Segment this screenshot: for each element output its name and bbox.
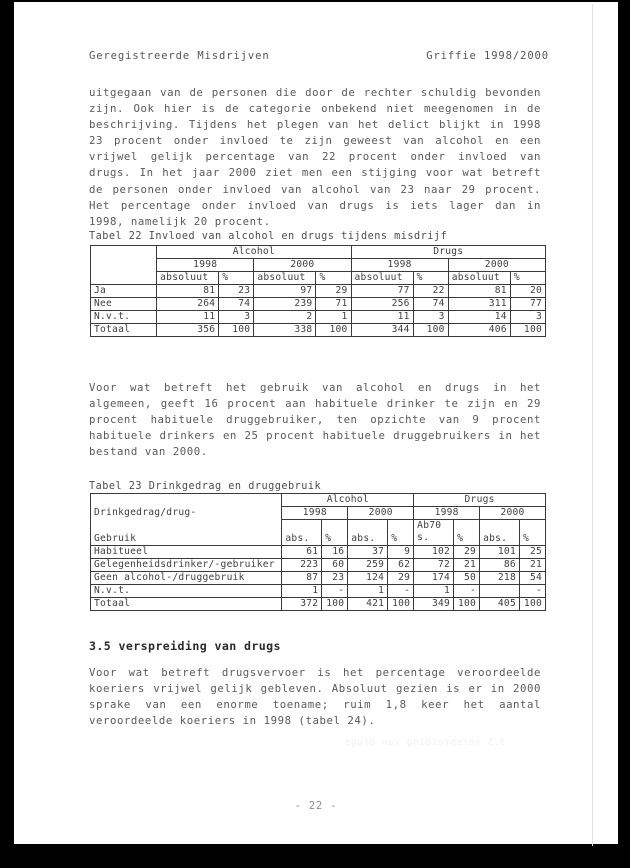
row-label: Ja xyxy=(91,285,157,298)
row-label: N.v.t. xyxy=(91,311,157,324)
measure-header-4-line2: s. xyxy=(417,532,430,543)
cell-value: 21 xyxy=(454,559,480,572)
year-header-drugs-1998: 1998 xyxy=(351,259,448,272)
cell-value: 311 xyxy=(448,298,510,311)
group-header-drugs: Drugs xyxy=(351,246,545,259)
cell-value: 29 xyxy=(388,572,414,585)
cell-value: 1 xyxy=(316,311,351,324)
cell-value: 124 xyxy=(348,572,388,585)
table-row-measure-header xyxy=(91,272,546,285)
body-paragraph-3: Voor wat betreft drugsvervoer is het percentage veroordeelde koeriers vrijwel gelijk gebleven. Absoluut gezien is er in 2000 sprake van een enorme toename; ruim 1,8 keer het aantal veroordeelde koeriers in 1998 (tabel 24). xyxy=(89,666,541,728)
row-label: Totaal xyxy=(91,598,282,611)
table-row xyxy=(91,598,546,611)
table-row xyxy=(91,298,546,311)
running-head-right: Griffie 1998/2000 xyxy=(426,50,549,62)
cell-value: 3 xyxy=(219,311,254,324)
cell-value: - xyxy=(388,585,414,598)
cell-value: 25 xyxy=(519,546,545,559)
cell-value: 100 xyxy=(316,324,351,337)
group-header-alcohol: Alcohol xyxy=(282,494,414,507)
table-22 xyxy=(90,245,546,337)
cell-value: 61 xyxy=(282,546,322,559)
cell-value: 239 xyxy=(254,298,316,311)
cell-value: 101 xyxy=(480,546,520,559)
table-row xyxy=(91,546,546,559)
group-header-drugs: Drugs xyxy=(414,494,546,507)
running-head-left: Geregistreerde Misdrijven xyxy=(89,50,270,62)
cell-value: 97 xyxy=(254,285,316,298)
cell-value: 356 xyxy=(157,324,219,337)
row-label: Totaal xyxy=(91,324,157,337)
cell-value: 37 xyxy=(348,546,388,559)
table-23-stub-corner xyxy=(91,494,282,546)
cell-value: - xyxy=(322,585,348,598)
cell-value: 2 xyxy=(254,311,316,324)
cell-value: 87 xyxy=(282,572,322,585)
row-label: N.v.t. xyxy=(91,585,282,598)
cell-value: 338 xyxy=(254,324,316,337)
table-row xyxy=(91,559,546,572)
measure-header-6: abs. xyxy=(480,520,520,546)
measure-header-1: % xyxy=(322,520,348,546)
cell-value: 81 xyxy=(448,285,510,298)
cell-value: 29 xyxy=(316,285,351,298)
cell-value: 3 xyxy=(413,311,448,324)
table-row-group-header xyxy=(91,494,546,507)
cell-value: 174 xyxy=(414,572,454,585)
row-label: Habitueel xyxy=(91,546,282,559)
cell-value: 344 xyxy=(351,324,413,337)
cell-value: 259 xyxy=(348,559,388,572)
year-header-alcohol-1998: 1998 xyxy=(282,507,348,520)
measure-header-3: % xyxy=(388,520,414,546)
cell-value: 1 xyxy=(348,585,388,598)
table-22-stub-corner xyxy=(91,246,157,285)
measure-header-4 xyxy=(414,520,454,546)
cell-value: 74 xyxy=(219,298,254,311)
year-header-alcohol-2000: 2000 xyxy=(348,507,414,520)
cell-value: 14 xyxy=(448,311,510,324)
table-22-caption: Tabel 22 Invloed van alcohol en drugs tijdens misdrijf xyxy=(89,231,448,242)
cell-value: 405 xyxy=(480,598,520,611)
table-23-caption: Tabel 23 Drinkgedrag en druggebruik xyxy=(89,481,322,492)
cell-value: 77 xyxy=(351,285,413,298)
cell-value: 100 xyxy=(322,598,348,611)
cell-value: 62 xyxy=(388,559,414,572)
cell-value: 23 xyxy=(219,285,254,298)
running-head xyxy=(89,50,549,62)
group-header-alcohol: Alcohol xyxy=(157,246,351,259)
year-header-drugs-2000: 2000 xyxy=(448,259,545,272)
page-sheet xyxy=(14,2,618,844)
measure-header-5: % xyxy=(413,272,448,285)
measure-header-3: % xyxy=(316,272,351,285)
cell-value: - xyxy=(519,585,545,598)
cell-value: 100 xyxy=(519,598,545,611)
measure-header-2: abs. xyxy=(348,520,388,546)
cell-value: 100 xyxy=(388,598,414,611)
row-label: Geen alcohol-/druggebruik xyxy=(91,572,282,585)
cell-value: 100 xyxy=(454,598,480,611)
cell-value: 21 xyxy=(519,559,545,572)
cell-value: 81 xyxy=(157,285,219,298)
measure-header-5: % xyxy=(454,520,480,546)
cell-value: 86 xyxy=(480,559,520,572)
cell-value: 421 xyxy=(348,598,388,611)
cell-value: 406 xyxy=(448,324,510,337)
cell-value: 3 xyxy=(510,311,545,324)
body-paragraph-1: uitgegaan van de personen die door de rechter schuldig bevonden zijn. Ook hier is de categorie onbekend niet meegenomen in de beschrijving. Tijdens het plegen van het delict blijkt in 1998 23 procent onder invloed te zijn geweest van alcohol en een vrijwel gelijk percentage van 22 procent onder invloed van drugs. In het jaar 2000 ziet men een stijging voor wat betreft de personen onder invloed van alcohol van 23 naar 29 procent. Het percentage onder invloed van drugs is iets lager dan in 1998, namelijk 20 procent. xyxy=(89,86,541,228)
table-row-year-header xyxy=(91,259,546,272)
table-row xyxy=(91,572,546,585)
table-row xyxy=(91,311,546,324)
cell-value: 22 xyxy=(413,285,448,298)
showthrough-artifact: 3.5 verspreiding van drugs xyxy=(344,737,506,748)
cell-value: 60 xyxy=(322,559,348,572)
measure-header-0: abs. xyxy=(282,520,322,546)
stub-line-1: Drinkgedrag/drug- xyxy=(94,507,197,518)
cell-value: 16 xyxy=(322,546,348,559)
measure-header-4-line1: Ab70 xyxy=(417,520,442,531)
year-header-drugs-2000: 2000 xyxy=(480,507,546,520)
page-number: - 22 - xyxy=(294,801,338,812)
cell-value: 218 xyxy=(480,572,520,585)
year-header-alcohol-2000: 2000 xyxy=(254,259,351,272)
cell-value: 77 xyxy=(510,298,545,311)
cell-value: 71 xyxy=(316,298,351,311)
page-content xyxy=(14,2,618,844)
table-row-group-header xyxy=(91,246,546,259)
cell-value: 1 xyxy=(282,585,322,598)
cell-value: 74 xyxy=(413,298,448,311)
cell-value: 9 xyxy=(388,546,414,559)
cell-value: 223 xyxy=(282,559,322,572)
section-heading: 3.5 verspreiding van drugs xyxy=(89,639,281,653)
cell-value: 20 xyxy=(510,285,545,298)
measure-header-6: absoluut xyxy=(448,272,510,285)
stub-line-2: Gebruik xyxy=(94,533,137,544)
cell-value: 100 xyxy=(413,324,448,337)
cell-value: 102 xyxy=(414,546,454,559)
measure-header-0: absoluut xyxy=(157,272,219,285)
body-paragraph-2: Voor wat betreft het gebruik van alcohol en drugs in het algemeen, geeft 16 procent aan habituele drinker te zijn en 29 procent habituele druggebruiker, ten opzichte van 9 procent habituele drinkers en 25 procent habituele druggebruikers in het bestand van 2000. xyxy=(89,381,541,459)
year-header-alcohol-1998: 1998 xyxy=(157,259,254,272)
measure-header-7: % xyxy=(510,272,545,285)
row-label: Nee xyxy=(91,298,157,311)
measure-header-1: % xyxy=(219,272,254,285)
table-row xyxy=(91,324,546,337)
cell-value: 23 xyxy=(322,572,348,585)
cell-value: 256 xyxy=(351,298,413,311)
cell-value: 264 xyxy=(157,298,219,311)
table-row xyxy=(91,285,546,298)
row-label: Gelegenheidsdrinker/-gebruiker xyxy=(91,559,282,572)
measure-header-2: absoluut xyxy=(254,272,316,285)
cell-value: 100 xyxy=(219,324,254,337)
cell-value: 72 xyxy=(414,559,454,572)
cell-value: 372 xyxy=(282,598,322,611)
cell-value xyxy=(480,585,520,598)
cell-value: 100 xyxy=(510,324,545,337)
cell-value: 11 xyxy=(351,311,413,324)
year-header-drugs-1998: 1998 xyxy=(414,507,480,520)
cell-value: 50 xyxy=(454,572,480,585)
measure-header-4: absoluut xyxy=(351,272,413,285)
cell-value: 11 xyxy=(157,311,219,324)
cell-value: 54 xyxy=(519,572,545,585)
cell-value: 29 xyxy=(454,546,480,559)
table-23 xyxy=(90,493,546,611)
cell-value: 1 xyxy=(414,585,454,598)
cell-value: - xyxy=(454,585,480,598)
cell-value: 349 xyxy=(414,598,454,611)
measure-header-7: % xyxy=(519,520,545,546)
table-row xyxy=(91,585,546,598)
